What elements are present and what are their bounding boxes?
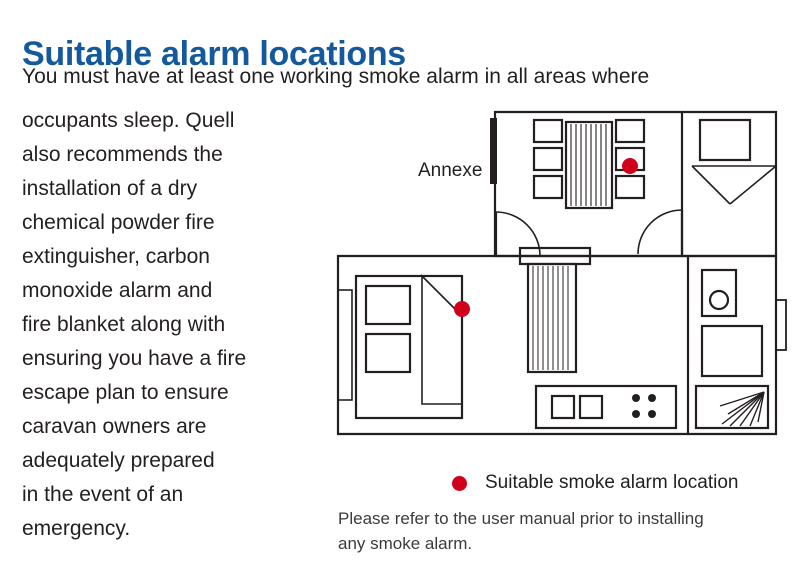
- body-paragraph: [22, 104, 312, 546]
- body-line: caravan owners are: [22, 415, 207, 438]
- pillow-left: [366, 286, 410, 324]
- vanity: [702, 326, 762, 376]
- sink-basin-right: [580, 396, 602, 418]
- kitchen-bench: [536, 386, 676, 428]
- bed-head: [700, 120, 750, 160]
- footnote-line: any smoke alarm.: [338, 534, 473, 553]
- centre-bunk: [520, 248, 590, 372]
- body-line: in the event of an: [22, 483, 184, 506]
- main-bed: [356, 276, 462, 418]
- body-line: chemical powder fire: [22, 211, 215, 234]
- annexe-label: Annexe: [418, 160, 483, 181]
- body-line: escape plan to ensure: [22, 381, 229, 404]
- body-line: adequately prepared: [22, 449, 215, 472]
- bunk-hatching: [533, 266, 568, 370]
- footnote-line: Please refer to the user manual prior to installing: [338, 509, 704, 528]
- body-line: also recommends the: [22, 143, 223, 166]
- cooktop-burners: [632, 394, 656, 418]
- duvet-fold: [422, 276, 462, 404]
- body-line: occupants sleep. Quell: [22, 109, 235, 132]
- caravan-side-door: [776, 300, 786, 350]
- bedroom-upper-right: [682, 112, 776, 256]
- annexe-wall-segment: [490, 118, 497, 184]
- floorplan-svg: [330, 104, 790, 464]
- body-line: emergency.: [22, 517, 131, 540]
- footnote: [338, 506, 788, 556]
- page-title: Suitable alarm locations: [22, 34, 406, 73]
- living-area-alarm-marker: [454, 301, 470, 317]
- shower-spray: [720, 392, 764, 426]
- dining-table: [566, 122, 612, 208]
- annexe-outline: [495, 112, 682, 256]
- caravan-floorplan-diagram: [330, 104, 790, 464]
- legend-label: Suitable smoke alarm location: [485, 472, 739, 493]
- sink-basin-left: [552, 396, 574, 418]
- caravan-front-detail: [338, 290, 352, 400]
- toilet-bowl: [710, 291, 728, 309]
- body-line: ensuring you have a fire: [22, 347, 247, 370]
- body-line: extinguisher, carbon: [22, 245, 210, 268]
- bathroom: [688, 256, 768, 434]
- body-line: monoxide alarm and: [22, 279, 213, 302]
- legend: [452, 472, 738, 494]
- bedroom-door-swing: [638, 210, 682, 254]
- legend-alarm-dot-icon: [452, 476, 467, 491]
- body-line: installation of a dry: [22, 177, 198, 200]
- caravan-body-outline: [338, 256, 776, 434]
- intro-paragraph-first-line: You must have at least one working smoke alarm in all areas where: [22, 65, 650, 88]
- body-line: fire blanket along with: [22, 313, 226, 336]
- annexe-alarm-marker: [622, 158, 638, 174]
- pillow-right: [366, 334, 410, 372]
- table-hatching: [571, 124, 606, 206]
- annexe-door-swing: [496, 212, 540, 256]
